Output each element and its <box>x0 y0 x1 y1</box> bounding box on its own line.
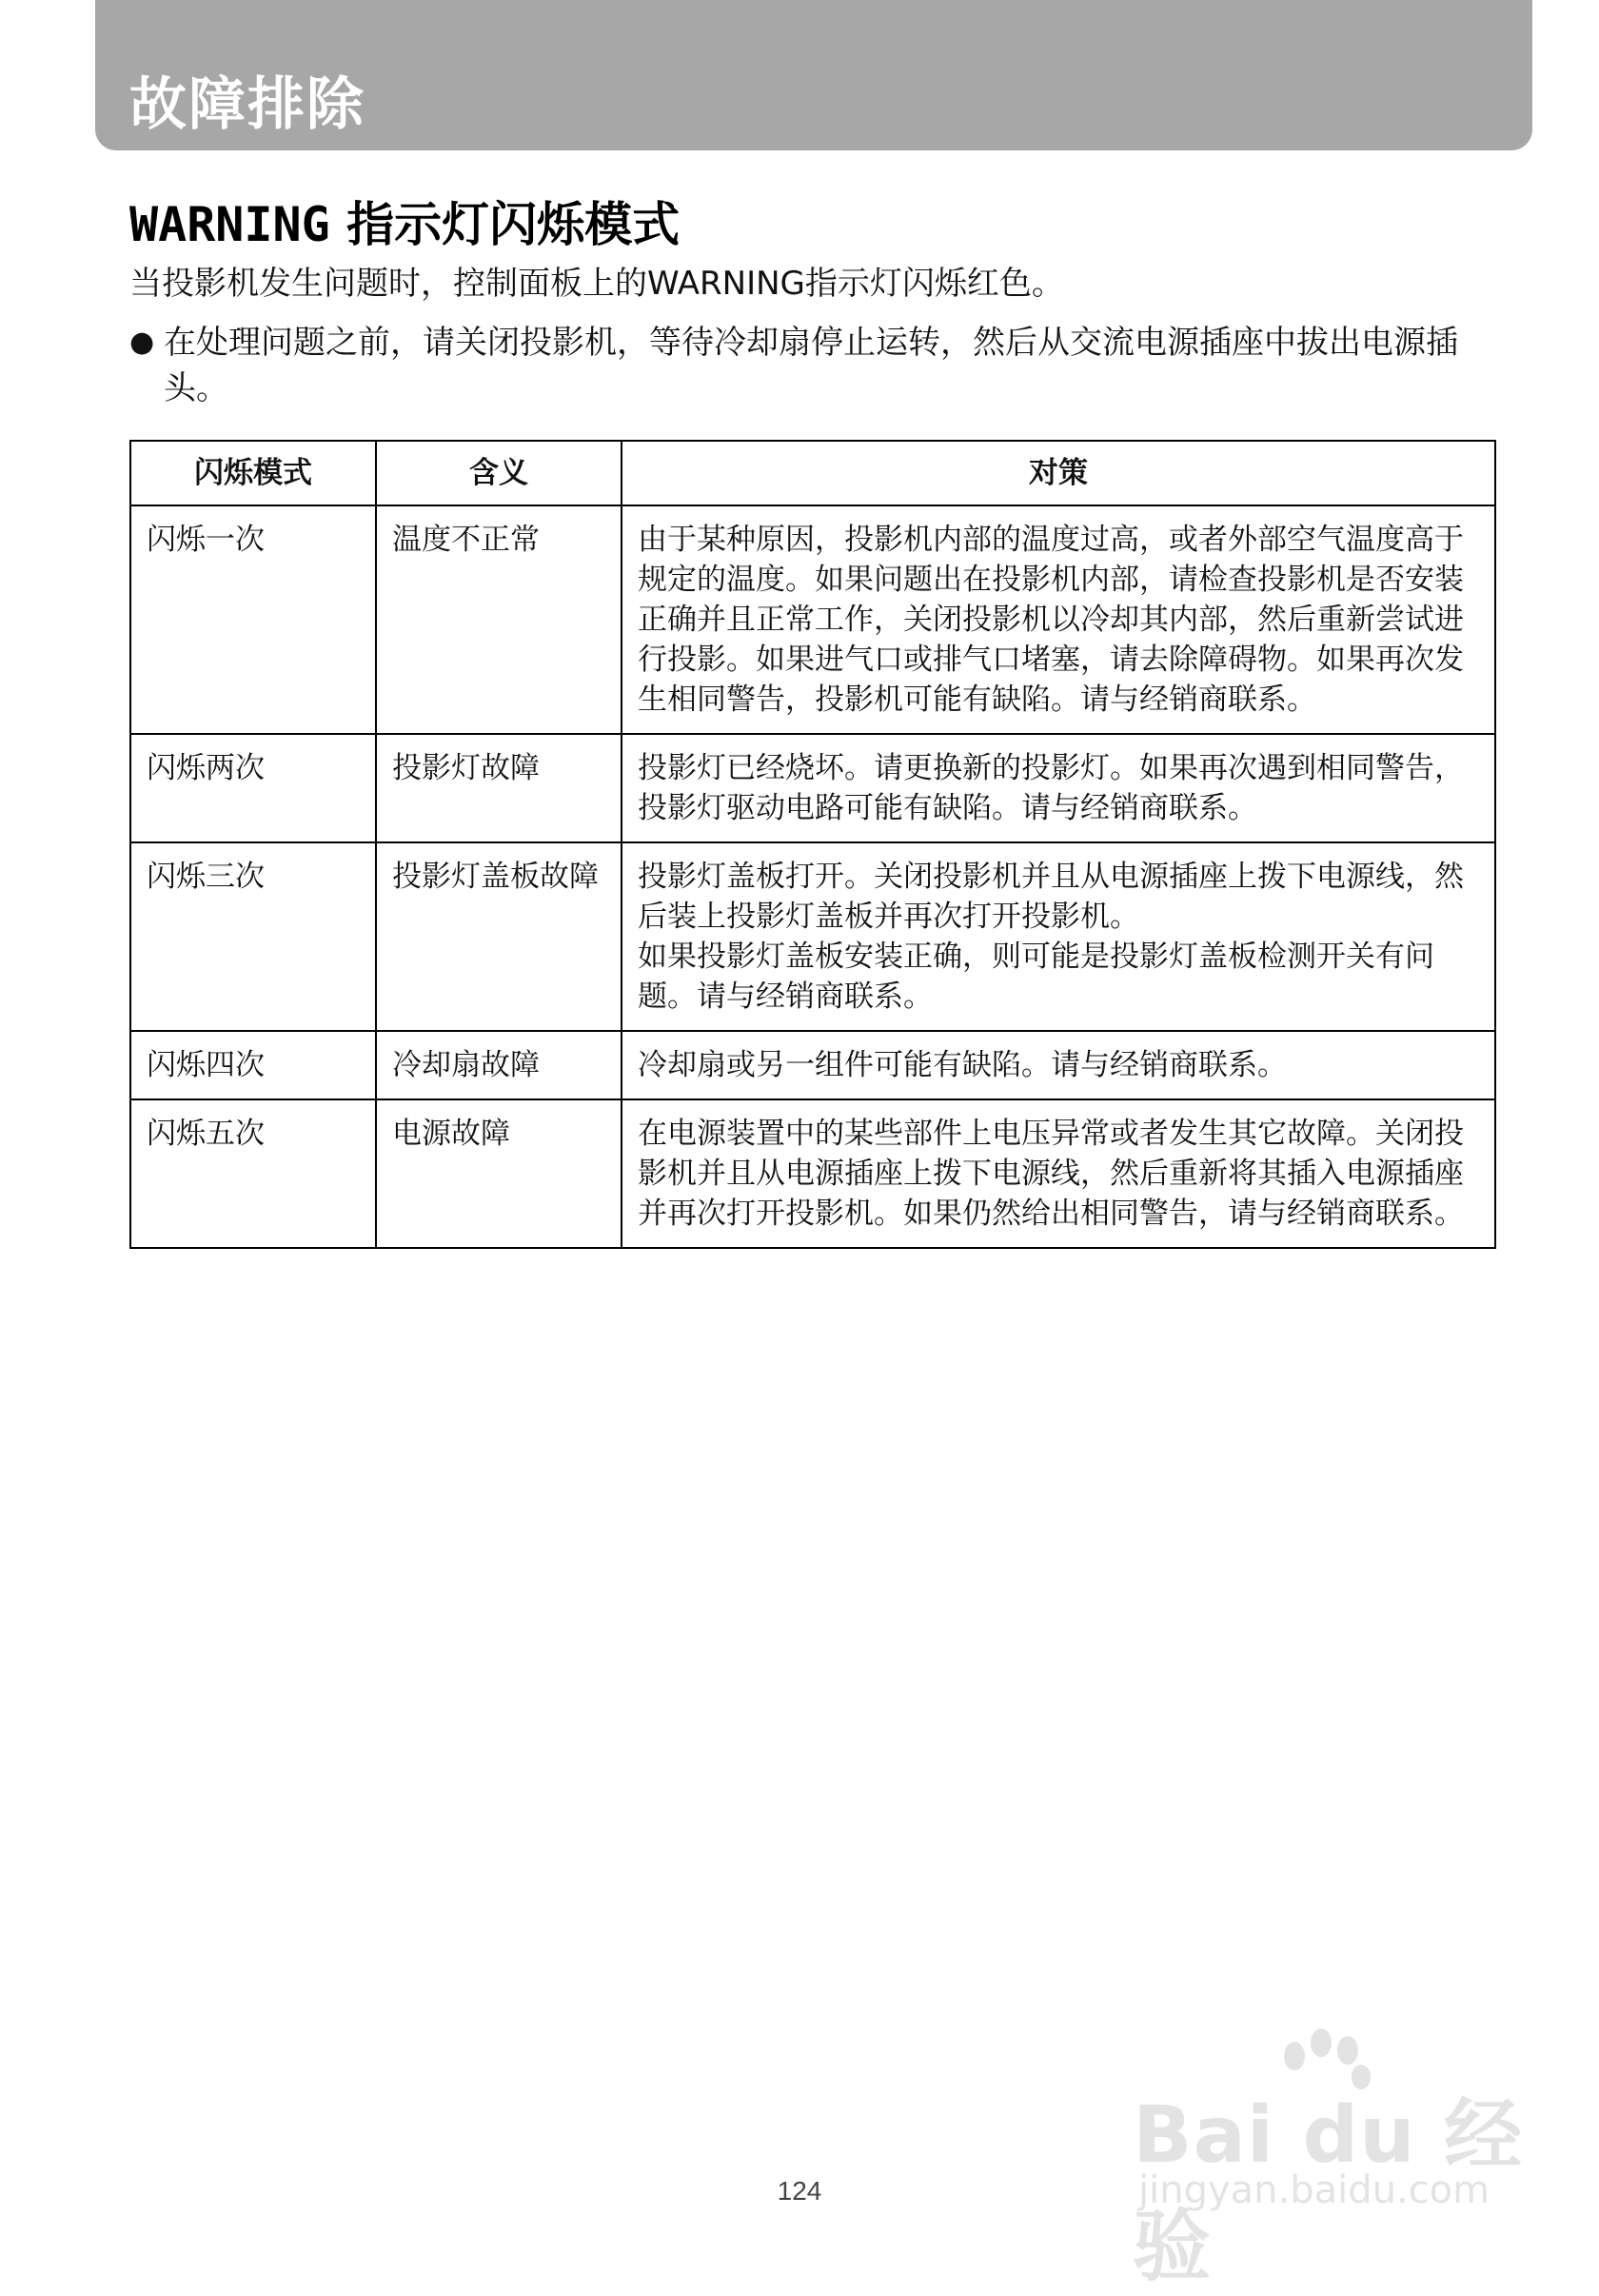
table-row <box>130 1099 1495 1248</box>
action-text: 冷却扇或另一组件可能有缺陷。请与经销商联系。 <box>638 1048 1287 1082</box>
page-number: 124 <box>777 2176 822 2206</box>
action-text: 在电源装置中的某些部件上电压异常或者发生其它故障。关闭投影机并且从电源插座上拨下电源线，然后重新将其插入电源插座并再次打开投影机。如果仍然给出相同警告，请与经销商联系。 <box>638 1117 1464 1231</box>
action-text: 由于某种原因，投影机内部的温度过高，或者外部空气温度高于规定的温度。如果问题出在投影机内部，请检查投影机是否安装正确并且正常工作，关闭投影机以冷却其内部，然后重新尝试进行投影。如果进气口或排气口堵塞，请去除障碍物。如果再次发生相同警告，投影机可能有缺陷。请与经销商联系。 <box>638 523 1464 717</box>
table-row <box>130 505 1495 734</box>
table-row <box>130 734 1495 842</box>
watermark-domain: jingyan.baidu.com <box>1138 2168 1490 2212</box>
action-text: 投影灯已经烧坏。请更换新的投影灯。如果再次遇到相同警告，投影灯驱动电路可能有缺陷。请与经销商联系。 <box>638 751 1464 825</box>
header-meaning: 含义 <box>376 441 622 505</box>
action-text: 投影灯盖板打开。关闭投影机并且从电源插座上拨下电源线，然后装上投影灯盖板并再次打开投影机。 <box>638 860 1464 934</box>
cell-meaning: 投影灯故障 <box>376 734 622 842</box>
intro-paragraph: 当投影机发生问题时，控制面板上的WARNING指示灯闪烁红色。 <box>129 265 1064 303</box>
table-header-row <box>130 441 1495 505</box>
cell-action <box>622 1031 1495 1099</box>
bullet-text: 在处理问题之前，请关闭投影机，等待冷却扇停止运转，然后从交流电源插座中拔出电源插头。 <box>164 324 1458 407</box>
section-title <box>129 187 680 255</box>
table-row <box>130 1031 1495 1099</box>
table-row <box>130 842 1495 1031</box>
cell-action <box>622 734 1495 842</box>
bullet-dot-icon: ● <box>129 326 155 359</box>
header-pattern: 闪烁模式 <box>130 441 376 505</box>
cell-meaning: 投影灯盖板故障 <box>376 842 622 1031</box>
cell-meaning: 温度不正常 <box>376 505 622 734</box>
cell-meaning: 电源故障 <box>376 1099 622 1248</box>
bullet-note <box>129 320 1500 411</box>
action-text: 如果投影灯盖板安装正确，则可能是投影灯盖板检测开关有问题。请与经销商联系。 <box>638 940 1434 1014</box>
cell-action <box>622 842 1495 1031</box>
blink-pattern-table <box>129 440 1496 1249</box>
chapter-header-bar <box>95 0 1532 150</box>
section-title-latin: WARNING <box>129 197 330 252</box>
section-title-cjk: 指示灯闪烁模式 <box>346 197 681 252</box>
cell-pattern: 闪烁五次 <box>130 1099 376 1248</box>
cell-action <box>622 1099 1495 1248</box>
header-action: 对策 <box>622 441 1495 505</box>
cell-pattern: 闪烁四次 <box>130 1031 376 1099</box>
chapter-title: 故障排除 <box>129 71 365 138</box>
cell-pattern: 闪烁两次 <box>130 734 376 842</box>
cell-pattern: 闪烁一次 <box>130 505 376 734</box>
watermark-brand: Bai du 经验 <box>1133 2090 1524 2292</box>
cell-action <box>622 505 1495 734</box>
cell-pattern: 闪烁三次 <box>130 842 376 1031</box>
cell-meaning: 冷却扇故障 <box>376 1031 622 1099</box>
